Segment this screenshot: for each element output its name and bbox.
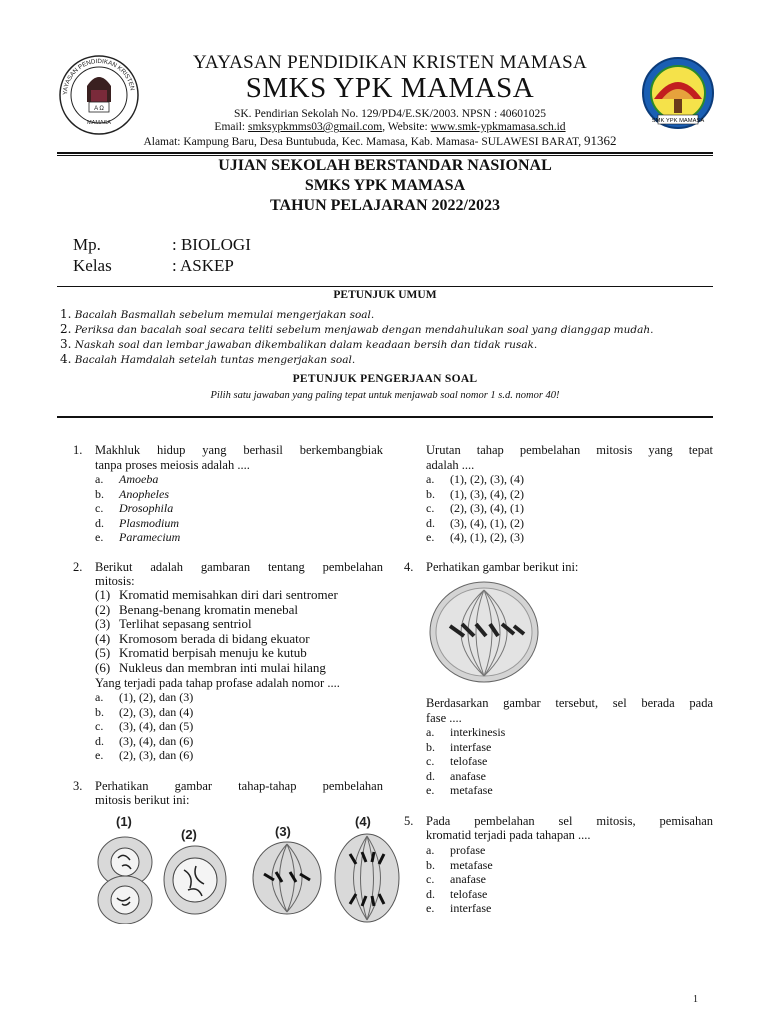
statement-item: (3) Terlihat sepasang sentriol — [95, 616, 252, 632]
option-item[interactable]: a. Amoeba — [95, 472, 159, 486]
q4-options — [426, 725, 505, 798]
q3-cont-line2: adalah .... — [426, 458, 475, 472]
q1-text-line2: tanpa proses meiosis adalah .... — [95, 458, 250, 472]
statement-item: (1) Kromatid memisahkan diri dari sentromer — [95, 587, 338, 602]
email-link[interactable]: smksypkmms03@gmail.com — [247, 121, 383, 133]
email-label: Email: — [214, 121, 246, 133]
option-item[interactable]: d. (3), (4), dan (6) — [95, 733, 194, 748]
general-instructions-list — [60, 307, 710, 367]
q3-text-line1: Perhatikan gambar tahap-tahap pembelahan — [95, 779, 383, 793]
instruction-item: 4. Bacalah Hamdalah setelah tuntas mengerjakan soal. — [60, 352, 356, 366]
class-value: : ASKEP — [172, 256, 234, 275]
option-item[interactable]: e. interfase — [426, 901, 492, 915]
q1-number: 1. — [73, 443, 83, 457]
header-divider-thin — [57, 155, 713, 156]
option-item[interactable]: b. metafase — [426, 857, 493, 872]
q3-cont-line1: Urutan tahap pembelahan mitosis yang tepat — [426, 443, 713, 457]
option-item[interactable]: a. (1), (2), (3), (4) — [426, 472, 524, 486]
option-item[interactable]: b. Anopheles — [95, 486, 169, 501]
option-item[interactable]: a. interkinesis — [426, 725, 506, 739]
exam-year: TAHUN PELAJARAN 2022/2023 — [270, 197, 500, 214]
q1-options — [95, 472, 180, 545]
q3-number: 3. — [73, 779, 83, 793]
q3-options — [426, 472, 524, 545]
stage-3-cell — [253, 842, 321, 914]
q4-number: 4. — [404, 560, 414, 574]
exam-title: UJIAN SEKOLAH BERSTANDAR NASIONAL — [218, 157, 552, 174]
option-item[interactable]: c. anafase — [426, 872, 486, 886]
q4-text-line1: Perhatikan gambar berikut ini: — [426, 560, 579, 574]
option-item[interactable]: a. profase — [426, 843, 486, 857]
q2-number: 2. — [73, 560, 83, 574]
stage-label-2: (2) — [181, 827, 197, 842]
website-link[interactable]: www.smk-ypkmamasa.sch.id — [430, 121, 566, 133]
q5-number: 5. — [404, 814, 414, 828]
q5-text-line2: kromatid terjadi pada tahapan .... — [426, 828, 591, 842]
q4-text-line3: fase .... — [426, 711, 462, 725]
q2-text-line2: mitosis: — [95, 574, 135, 588]
option-item[interactable]: e. (2), (3), dan (6) — [95, 748, 194, 762]
postal-code: 91362 — [584, 133, 617, 148]
option-item[interactable]: c. telofase — [426, 754, 488, 768]
option-item[interactable]: d. anafase — [426, 768, 486, 783]
instruction-item: 2. Periksa dan bacalah soal secara teliti sebelum menjawab dengan mendahulukan soal yang dianggap mudah. — [60, 322, 654, 336]
instructions-divider — [57, 416, 713, 418]
q2-options — [95, 690, 193, 763]
website-label: , Website: — [382, 121, 428, 133]
q1-text-line1: Makhluk hidup yang berhasil berkembangbiak — [95, 443, 383, 457]
option-item[interactable]: d. (3), (4), (1), (2) — [426, 515, 524, 530]
option-item[interactable]: d. Plasmodium — [95, 515, 179, 530]
q5-options — [426, 843, 493, 916]
statement-item: (2) Benang-benang kromatin menebal — [95, 601, 299, 617]
option-item[interactable]: e. metafase — [426, 783, 493, 797]
statement-item: (6) Nukleus dan membran inti mulai hilang — [95, 659, 326, 675]
statement-item: (4) Kromosom berada di bidang ekuator — [95, 630, 310, 646]
option-item[interactable]: e. Paramecium — [95, 530, 181, 544]
stage-label-1: (1) — [116, 814, 132, 829]
mitosis-stages-figure — [92, 812, 404, 924]
option-item[interactable]: c. (3), (4), dan (5) — [95, 719, 194, 733]
foundation-logo-ring-text: YAYASAN PENDIDIKAN KRISTEN — [61, 57, 136, 96]
instruction-item: 1. Bacalah Basmallah sebelum memulai mengerjakan soal. — [60, 307, 375, 321]
option-item[interactable]: b. interfase — [426, 739, 492, 754]
metaphase-cell-figure — [428, 580, 540, 684]
q2-question: Yang terjadi pada tahap profase adalah nomor .... — [95, 676, 340, 690]
q5-text-line1: Pada pembelahan sel mitosis, pemisahan — [426, 814, 713, 828]
statement-item: (5) Kromatid berpisah menuju ke kutub — [95, 645, 307, 661]
q4-text-line2: Berdasarkan gambar tersebut, sel berada pada — [426, 696, 713, 710]
option-item[interactable]: d. telofase — [426, 886, 488, 901]
option-item[interactable]: b. (1), (3), (4), (2) — [426, 486, 524, 501]
school-logo-text: SMK YPK MAMASA — [651, 118, 705, 124]
option-item[interactable]: b. (2), (3), dan (4) — [95, 704, 194, 719]
stage-label-4: (4) — [355, 814, 371, 829]
stage-1-cell — [98, 837, 152, 924]
contact-line — [120, 121, 660, 133]
school-name: SMKS YPK MAMASA — [245, 72, 535, 104]
stage-4-cell — [335, 834, 399, 922]
q2-text-line1: Berikut adalah gambaran tentang pembelahan — [95, 560, 383, 574]
header-divider — [57, 152, 713, 154]
option-item[interactable]: e. (4), (1), (2), (3) — [426, 530, 524, 544]
page-number: 1 — [693, 994, 698, 1005]
subject-label: Mp. — [73, 235, 101, 254]
work-instructions-text: Pilih satu jawaban yang paling tepat untuk menjawab soal nomor 1 s.d. nomor 40! — [210, 390, 560, 401]
option-item[interactable]: c. (2), (3), (4), (1) — [426, 501, 524, 515]
general-instructions-border — [57, 286, 713, 287]
general-instructions-heading: PETUNJUK UMUM — [333, 289, 437, 301]
q3-text-line2: mitosis berikut ini: — [95, 793, 190, 807]
option-item[interactable]: c. Drosophila — [95, 501, 174, 515]
foundation-logo-bottom-text: MAMASA — [87, 120, 111, 126]
address-text: Alamat: Kampung Baru, Desa Buntubuda, Kec. Mamasa, Kab. Mamasa- SULAWESI BARAT, — [143, 136, 582, 148]
foundation-name: YAYASAN PENDIDIKAN KRISTEN MAMASA — [193, 52, 587, 73]
option-item[interactable]: a. (1), (2), dan (3) — [95, 690, 194, 704]
address-line — [60, 133, 700, 149]
stage-2-cell — [164, 846, 226, 914]
work-instructions-heading: PETUNJUK PENGERJAAN SOAL — [292, 373, 478, 385]
subject-value: : BIOLOGI — [172, 235, 251, 254]
school-decree: SK. Pendirian Sekolah No. 129/PD4/E.SK/2003. NPSN : 40601025 — [233, 108, 547, 120]
instruction-item: 3. Naskah soal dan lembar jawaban dikembalikan dalam keadaan bersih dan tidak rusak. — [60, 337, 538, 351]
svg-text:A Ω: A Ω — [94, 106, 104, 112]
stage-label-3: (3) — [275, 824, 291, 839]
exam-school: SMKS YPK MAMASA — [304, 177, 466, 194]
q2-statements — [95, 588, 338, 676]
class-label: Kelas — [73, 256, 112, 275]
